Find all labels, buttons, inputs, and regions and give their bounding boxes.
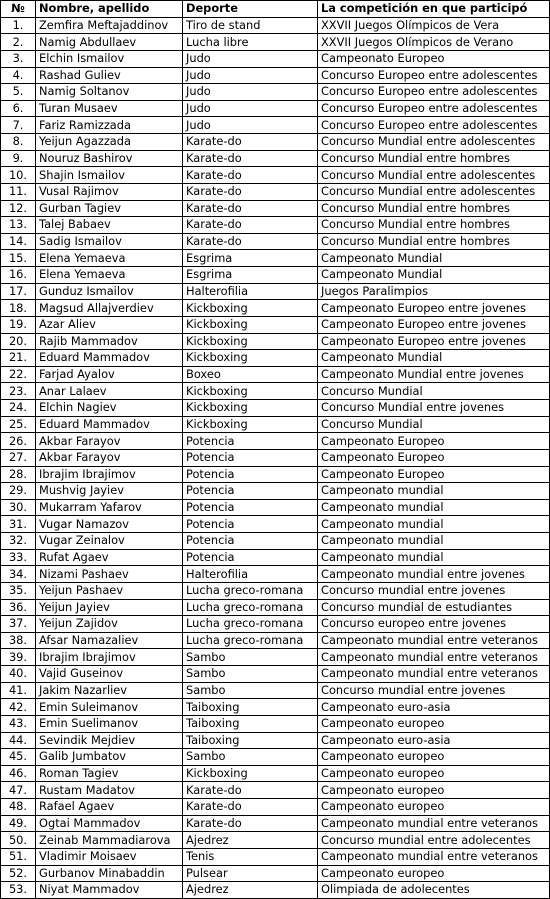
cell-sport: Potencia <box>183 533 318 550</box>
cell-name: Talej Babaev <box>36 217 183 234</box>
cell-name: Vladimir Moisaev <box>36 848 183 865</box>
cell-name: Rufat Agaev <box>36 549 183 566</box>
table-row <box>1 483 550 500</box>
cell-number: 14. <box>1 233 36 250</box>
cell-name: Nizami Pashaev <box>36 566 183 583</box>
cell-competition: Campeonato europeo <box>318 765 550 782</box>
table-row <box>1 167 550 184</box>
cell-number: 4. <box>1 67 36 84</box>
cell-sport: Halterofilia <box>183 566 318 583</box>
table-row <box>1 383 550 400</box>
cell-name: Emin Suleimanov <box>36 699 183 716</box>
cell-sport: Kickboxing <box>183 765 318 782</box>
cell-sport: Tenis <box>183 848 318 865</box>
table-row <box>1 832 550 849</box>
cell-competition: Campeonato Europeo <box>318 433 550 450</box>
cell-competition: Concurso Mundial <box>318 383 550 400</box>
cell-competition: Campeonato euro-asia <box>318 732 550 749</box>
cell-sport: Esgrima <box>183 250 318 267</box>
table-row <box>1 316 550 333</box>
table-row <box>1 599 550 616</box>
cell-number: 11. <box>1 183 36 200</box>
table-row <box>1 449 550 466</box>
table-row <box>1 134 550 151</box>
cell-name: Afsar Namazaliev <box>36 632 183 649</box>
table-row <box>1 17 550 34</box>
table-row <box>1 715 550 732</box>
cell-name: Roman Tagiev <box>36 765 183 782</box>
cell-competition: Concurso Mundial entre hombres <box>318 233 550 250</box>
cell-number: 29. <box>1 483 36 500</box>
cell-number: 5. <box>1 84 36 101</box>
cell-number: 35. <box>1 582 36 599</box>
cell-name: Rafael Agaev <box>36 799 183 816</box>
cell-competition: Concurso Mundial entre adolescentes <box>318 167 550 184</box>
cell-name: Mukarram Yafarov <box>36 499 183 516</box>
cell-sport: Taiboxing <box>183 699 318 716</box>
cell-name: Mushvig Jayiev <box>36 483 183 500</box>
table-row <box>1 549 550 566</box>
cell-competition: Concurso mundial de estudiantes <box>318 599 550 616</box>
cell-name: Akbar Farayov <box>36 433 183 450</box>
cell-number: 53. <box>1 882 36 899</box>
table-row <box>1 666 550 683</box>
cell-competition: Concurso Mundial entre hombres <box>318 217 550 234</box>
cell-competition: Campeonato mundial <box>318 483 550 500</box>
cell-number: 36. <box>1 599 36 616</box>
cell-sport: Kickboxing <box>183 350 318 367</box>
cell-number: 37. <box>1 616 36 633</box>
table-row <box>1 566 550 583</box>
cell-name: Jakim Nazarliev <box>36 682 183 699</box>
cell-name: Sevindik Mejdiev <box>36 732 183 749</box>
table-row <box>1 333 550 350</box>
cell-sport: Kickboxing <box>183 416 318 433</box>
cell-sport: Karate-do <box>183 217 318 234</box>
cell-number: 47. <box>1 782 36 799</box>
cell-sport: Kickboxing <box>183 400 318 417</box>
table-row <box>1 34 550 51</box>
cell-number: 24. <box>1 400 36 417</box>
cell-name: Elena Yemaeva <box>36 267 183 284</box>
cell-sport: Karate-do <box>183 134 318 151</box>
cell-number: 42. <box>1 699 36 716</box>
cell-number: 38. <box>1 632 36 649</box>
cell-competition: Campeonato mundial <box>318 499 550 516</box>
cell-number: 51. <box>1 848 36 865</box>
cell-number: 8. <box>1 134 36 151</box>
cell-sport: Lucha greco-romana <box>183 616 318 633</box>
cell-competition: Campeonato europeo <box>318 749 550 766</box>
cell-sport: Lucha libre <box>183 34 318 51</box>
table-row <box>1 84 550 101</box>
cell-competition: Campeonato mundial <box>318 533 550 550</box>
cell-sport: Karate-do <box>183 150 318 167</box>
cell-competition: Concurso Mundial <box>318 416 550 433</box>
cell-sport: Boxeo <box>183 366 318 383</box>
table-row <box>1 882 550 899</box>
cell-sport: Halterofilia <box>183 283 318 300</box>
cell-competition: Campeonato Mundial <box>318 350 550 367</box>
cell-competition: Campeonato mundial entre veteranos <box>318 848 550 865</box>
cell-number: 45. <box>1 749 36 766</box>
cell-name: Rustam Madatov <box>36 782 183 799</box>
cell-sport: Taiboxing <box>183 732 318 749</box>
cell-name: Yeijun Jayiev <box>36 599 183 616</box>
cell-competition: Campeonato europeo <box>318 782 550 799</box>
cell-competition: Concurso mundial entre adolecentes <box>318 832 550 849</box>
table-row <box>1 200 550 217</box>
table-row <box>1 782 550 799</box>
cell-number: 10. <box>1 167 36 184</box>
table-row <box>1 400 550 417</box>
cell-competition: Campeonato Europeo entre jovenes <box>318 316 550 333</box>
cell-competition: Campeonato Mundial entre jovenes <box>318 366 550 383</box>
cell-name: Gurban Tagiev <box>36 200 183 217</box>
cell-sport: Sambo <box>183 682 318 699</box>
cell-sport: Potencia <box>183 549 318 566</box>
cell-number: 1. <box>1 17 36 34</box>
cell-number: 19. <box>1 316 36 333</box>
cell-number: 48. <box>1 799 36 816</box>
table-header <box>1 1 550 18</box>
table-row <box>1 150 550 167</box>
cell-name: Nouruz Bashirov <box>36 150 183 167</box>
cell-number: 34. <box>1 566 36 583</box>
cell-name: Yeijun Zajidov <box>36 616 183 633</box>
cell-competition: Campeonato Europeo entre jovenes <box>318 333 550 350</box>
cell-sport: Sambo <box>183 666 318 683</box>
cell-name: Ogtai Mammadov <box>36 815 183 832</box>
cell-number: 40. <box>1 666 36 683</box>
cell-sport: Lucha greco-romana <box>183 599 318 616</box>
cell-number: 20. <box>1 333 36 350</box>
cell-sport: Potencia <box>183 483 318 500</box>
cell-competition: Campeonato mundial entre veteranos <box>318 815 550 832</box>
cell-name: Azar Aliev <box>36 316 183 333</box>
cell-competition: Concurso Mundial entre hombres <box>318 200 550 217</box>
cell-sport: Potencia <box>183 499 318 516</box>
cell-name: Fariz Ramizzada <box>36 117 183 134</box>
cell-competition: XXVII Juegos Olímpicos de Verano <box>318 34 550 51</box>
cell-name: Rajib Mammadov <box>36 333 183 350</box>
cell-name: Eduard Mammadov <box>36 416 183 433</box>
table-row <box>1 799 550 816</box>
table-row <box>1 499 550 516</box>
table-row <box>1 848 550 865</box>
cell-sport: Ajedrez <box>183 882 318 899</box>
table-row <box>1 865 550 882</box>
table-row <box>1 466 550 483</box>
table-row <box>1 50 550 67</box>
table-row <box>1 283 550 300</box>
cell-sport: Karate-do <box>183 167 318 184</box>
cell-name: Magsud Allajverdiev <box>36 300 183 317</box>
cell-name: Gunduz Ismailov <box>36 283 183 300</box>
cell-sport: Esgrima <box>183 267 318 284</box>
table-row <box>1 699 550 716</box>
cell-name: Turan Musaev <box>36 100 183 117</box>
cell-competition: Campeonato euro-asia <box>318 699 550 716</box>
cell-sport: Karate-do <box>183 782 318 799</box>
cell-sport: Judo <box>183 67 318 84</box>
cell-name: Anar Lalaev <box>36 383 183 400</box>
cell-competition: Concurso mundial entre jovenes <box>318 682 550 699</box>
cell-number: 22. <box>1 366 36 383</box>
cell-competition: Campeonato Europeo <box>318 449 550 466</box>
cell-sport: Karate-do <box>183 233 318 250</box>
table-row <box>1 682 550 699</box>
cell-sport: Sambo <box>183 749 318 766</box>
cell-sport: Karate-do <box>183 200 318 217</box>
cell-sport: Potencia <box>183 449 318 466</box>
table-row <box>1 250 550 267</box>
cell-competition: Concurso europeo entre jovenes <box>318 616 550 633</box>
table-row <box>1 267 550 284</box>
cell-sport: Karate-do <box>183 799 318 816</box>
table-row <box>1 582 550 599</box>
cell-name: Emin Suelimanov <box>36 715 183 732</box>
cell-name: Yeijun Pashaev <box>36 582 183 599</box>
cell-number: 32. <box>1 533 36 550</box>
table-row <box>1 749 550 766</box>
cell-competition: Campeonato Mundial <box>318 267 550 284</box>
cell-number: 13. <box>1 217 36 234</box>
cell-competition: Campeonato Mundial <box>318 250 550 267</box>
cell-number: 27. <box>1 449 36 466</box>
header-sport: Deporte <box>183 1 318 18</box>
cell-sport: Lucha greco-romana <box>183 582 318 599</box>
cell-name: Ibrajim Ibrajimov <box>36 649 183 666</box>
cell-name: Vugar Zeinalov <box>36 533 183 550</box>
cell-name: Elchin Nagiev <box>36 400 183 417</box>
cell-competition: Campeonato mundial entre veteranos <box>318 649 550 666</box>
table-row <box>1 516 550 533</box>
cell-sport: Potencia <box>183 433 318 450</box>
cell-number: 15. <box>1 250 36 267</box>
cell-competition: Concurso Europeo entre adolescentes <box>318 67 550 84</box>
table-row <box>1 616 550 633</box>
cell-sport: Kickboxing <box>183 316 318 333</box>
cell-competition: Campeonato europeo <box>318 865 550 882</box>
cell-number: 6. <box>1 100 36 117</box>
cell-sport: Judo <box>183 100 318 117</box>
cell-competition: Campeonato Europeo <box>318 50 550 67</box>
cell-name: Niyat Mammadov <box>36 882 183 899</box>
cell-competition: Campeonato mundial entre veteranos <box>318 632 550 649</box>
cell-name: Elena Yemaeva <box>36 250 183 267</box>
cell-number: 25. <box>1 416 36 433</box>
cell-sport: Sambo <box>183 649 318 666</box>
cell-competition: Campeonato Europeo <box>318 466 550 483</box>
cell-number: 7. <box>1 117 36 134</box>
cell-number: 23. <box>1 383 36 400</box>
table-row <box>1 815 550 832</box>
cell-number: 49. <box>1 815 36 832</box>
cell-competition: Campeonato mundial <box>318 549 550 566</box>
cell-competition: XXVII Juegos Olímpicos de Vera <box>318 17 550 34</box>
cell-sport: Judo <box>183 84 318 101</box>
table-row <box>1 632 550 649</box>
cell-number: 30. <box>1 499 36 516</box>
cell-name: Eduard Mammadov <box>36 350 183 367</box>
table-row <box>1 732 550 749</box>
cell-competition: Concurso Mundial entre hombres <box>318 150 550 167</box>
table-row <box>1 366 550 383</box>
cell-number: 43. <box>1 715 36 732</box>
header-competition: La competición en que participó <box>318 1 550 18</box>
cell-name: Ibrajim Ibrajimov <box>36 466 183 483</box>
cell-name: Akbar Farayov <box>36 449 183 466</box>
header-row <box>1 1 550 18</box>
cell-competition: Concurso Mundial entre adolescentes <box>318 183 550 200</box>
cell-competition: Juegos Paralimpios <box>318 283 550 300</box>
cell-competition: Concurso mundial entre jovenes <box>318 582 550 599</box>
cell-sport: Potencia <box>183 466 318 483</box>
cell-competition: Concurso Mundial entre adolescentes <box>318 134 550 151</box>
cell-number: 17. <box>1 283 36 300</box>
cell-name: Namig Soltanov <box>36 84 183 101</box>
cell-number: 52. <box>1 865 36 882</box>
cell-sport: Ajedrez <box>183 832 318 849</box>
table-row <box>1 100 550 117</box>
cell-competition: Olimpiada de adolecentes <box>318 882 550 899</box>
table-row <box>1 67 550 84</box>
table-row <box>1 433 550 450</box>
cell-number: 9. <box>1 150 36 167</box>
cell-sport: Judo <box>183 50 318 67</box>
cell-competition: Campeonato mundial <box>318 516 550 533</box>
cell-number: 50. <box>1 832 36 849</box>
cell-number: 26. <box>1 433 36 450</box>
cell-sport: Karate-do <box>183 815 318 832</box>
cell-name: Vajid Guseinov <box>36 666 183 683</box>
table-row <box>1 765 550 782</box>
cell-sport: Potencia <box>183 516 318 533</box>
table-row <box>1 117 550 134</box>
cell-name: Sadig Ismailov <box>36 233 183 250</box>
cell-competition: Campeonato europeo <box>318 799 550 816</box>
cell-name: Elchin Ismailov <box>36 50 183 67</box>
cell-number: 33. <box>1 549 36 566</box>
cell-name: Namig Abdullaev <box>36 34 183 51</box>
cell-name: Farjad Ayalov <box>36 366 183 383</box>
cell-sport: Taiboxing <box>183 715 318 732</box>
cell-name: Vugar Namazov <box>36 516 183 533</box>
cell-number: 18. <box>1 300 36 317</box>
cell-number: 46. <box>1 765 36 782</box>
table-row <box>1 416 550 433</box>
cell-name: Gurbanov Minabaddin <box>36 865 183 882</box>
cell-sport: Kickboxing <box>183 333 318 350</box>
table-row <box>1 300 550 317</box>
table-row <box>1 233 550 250</box>
header-name: Nombre, apellido <box>36 1 183 18</box>
cell-number: 12. <box>1 200 36 217</box>
cell-sport: Lucha greco-romana <box>183 632 318 649</box>
cell-number: 39. <box>1 649 36 666</box>
cell-name: Zeinab Mammadiarova <box>36 832 183 849</box>
cell-competition: Campeonato europeo <box>318 715 550 732</box>
cell-number: 44. <box>1 732 36 749</box>
cell-name: Shajin Ismailov <box>36 167 183 184</box>
cell-number: 16. <box>1 267 36 284</box>
table-row <box>1 649 550 666</box>
cell-competition: Concurso Mundial entre jovenes <box>318 400 550 417</box>
cell-sport: Tiro de stand <box>183 17 318 34</box>
cell-competition: Campeonato mundial entre veteranos <box>318 666 550 683</box>
cell-name: Vusal Rajimov <box>36 183 183 200</box>
cell-competition: Concurso Europeo entre adolescentes <box>318 117 550 134</box>
table-row <box>1 183 550 200</box>
cell-sport: Kickboxing <box>183 383 318 400</box>
cell-name: Galib Jumbatov <box>36 749 183 766</box>
cell-number: 2. <box>1 34 36 51</box>
cell-number: 3. <box>1 50 36 67</box>
cell-number: 31. <box>1 516 36 533</box>
cell-sport: Pulsear <box>183 865 318 882</box>
cell-name: Rashad Guliev <box>36 67 183 84</box>
table-row <box>1 533 550 550</box>
cell-number: 41. <box>1 682 36 699</box>
cell-number: 21. <box>1 350 36 367</box>
cell-name: Zemfira Meftajaddinov <box>36 17 183 34</box>
table-body <box>1 17 550 898</box>
cell-number: 28. <box>1 466 36 483</box>
cell-competition: Concurso Europeo entre adolescentes <box>318 84 550 101</box>
cell-sport: Judo <box>183 117 318 134</box>
table-row <box>1 350 550 367</box>
cell-competition: Campeonato Europeo entre jovenes <box>318 300 550 317</box>
header-number: № <box>1 1 36 18</box>
cell-competition: Campeonato mundial entre jovenes <box>318 566 550 583</box>
cell-sport: Karate-do <box>183 183 318 200</box>
cell-sport: Kickboxing <box>183 300 318 317</box>
table-row <box>1 217 550 234</box>
cell-competition: Concurso Europeo entre adolescentes <box>318 100 550 117</box>
cell-name: Yeijun Agazzada <box>36 134 183 151</box>
